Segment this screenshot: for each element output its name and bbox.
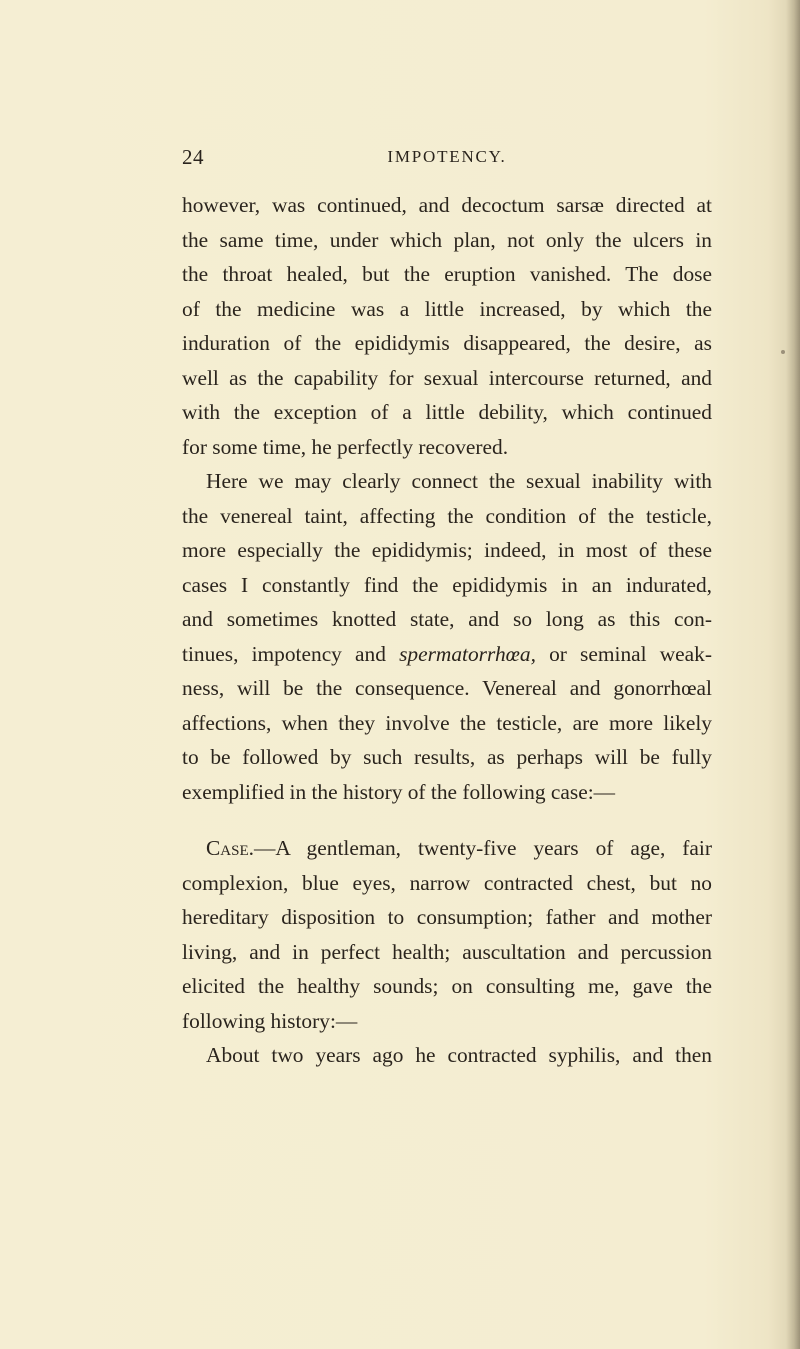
ink-speck [781,350,785,354]
text-line: Here we may clearly connect the sexual inability with [206,469,712,493]
page-number: 24 [182,145,204,169]
running-head [182,145,712,171]
text-line: exemplified in the history of the following case:— [182,779,616,804]
text-line [182,831,712,866]
text-line: following history:— [182,1008,358,1033]
text-line: the same time, under which plan, not only the ulcers in [182,227,712,252]
text-line: the throat healed, but the eruption vanished. The dose [182,262,712,286]
text-line: About two years ago he contracted syphilis, and then [206,1043,712,1067]
text-line: induration of the epididymis disappeared, the desire, as [182,331,712,355]
text-line: however, was continued, and decoctum sarsæ directed at [182,193,712,217]
text-line: living, and in perfect health; auscultation and percussion [182,939,712,964]
text-segment: or seminal weak- [535,641,712,666]
text-line: and sometimes knotted state, and so long as this con- [182,607,712,631]
text-line: the venereal taint, affecting the condition of the testicle, [182,503,712,528]
text-line: hereditary disposition to consumption; father and mother [182,905,712,929]
paragraph-gap [182,809,712,831]
text-line: well as the capability for sexual intercourse returned, and [182,365,712,390]
text-line: ness, will be the consequence. Venereal and gonorrhœal [182,676,712,700]
text-line: cases I constantly find the epididymis in an indurated, [182,572,712,597]
text-line: with the exception of a little debility, which continued [182,400,712,424]
text-line [182,637,712,672]
italic-term: spermatorrhœa, [399,641,536,666]
case-label: Case. [206,836,254,860]
text-line: more especially the epididymis; indeed, in most of these [182,538,712,562]
page-edge-shadow [786,0,800,1349]
text-line: for some time, he perfectly recovered. [182,434,509,459]
text-line: elicited the healthy sounds; on consulting me, gave the [182,974,712,998]
body-text [182,188,712,1073]
text-line: complexion, blue eyes, narrow contracted chest, but no [182,870,712,895]
text-segment: tinues, impotency and [182,641,400,666]
running-title: IMPOTENCY. [387,147,507,166]
text-line: affections, when they involve the testicle, are more likely [182,710,712,735]
text-segment: —A gentleman, twenty-five years of age, fair [253,836,712,860]
text-line: of the medicine was a little increased, by which the [182,296,712,321]
text-line: to be followed by such results, as perhaps will be fully [182,745,712,769]
